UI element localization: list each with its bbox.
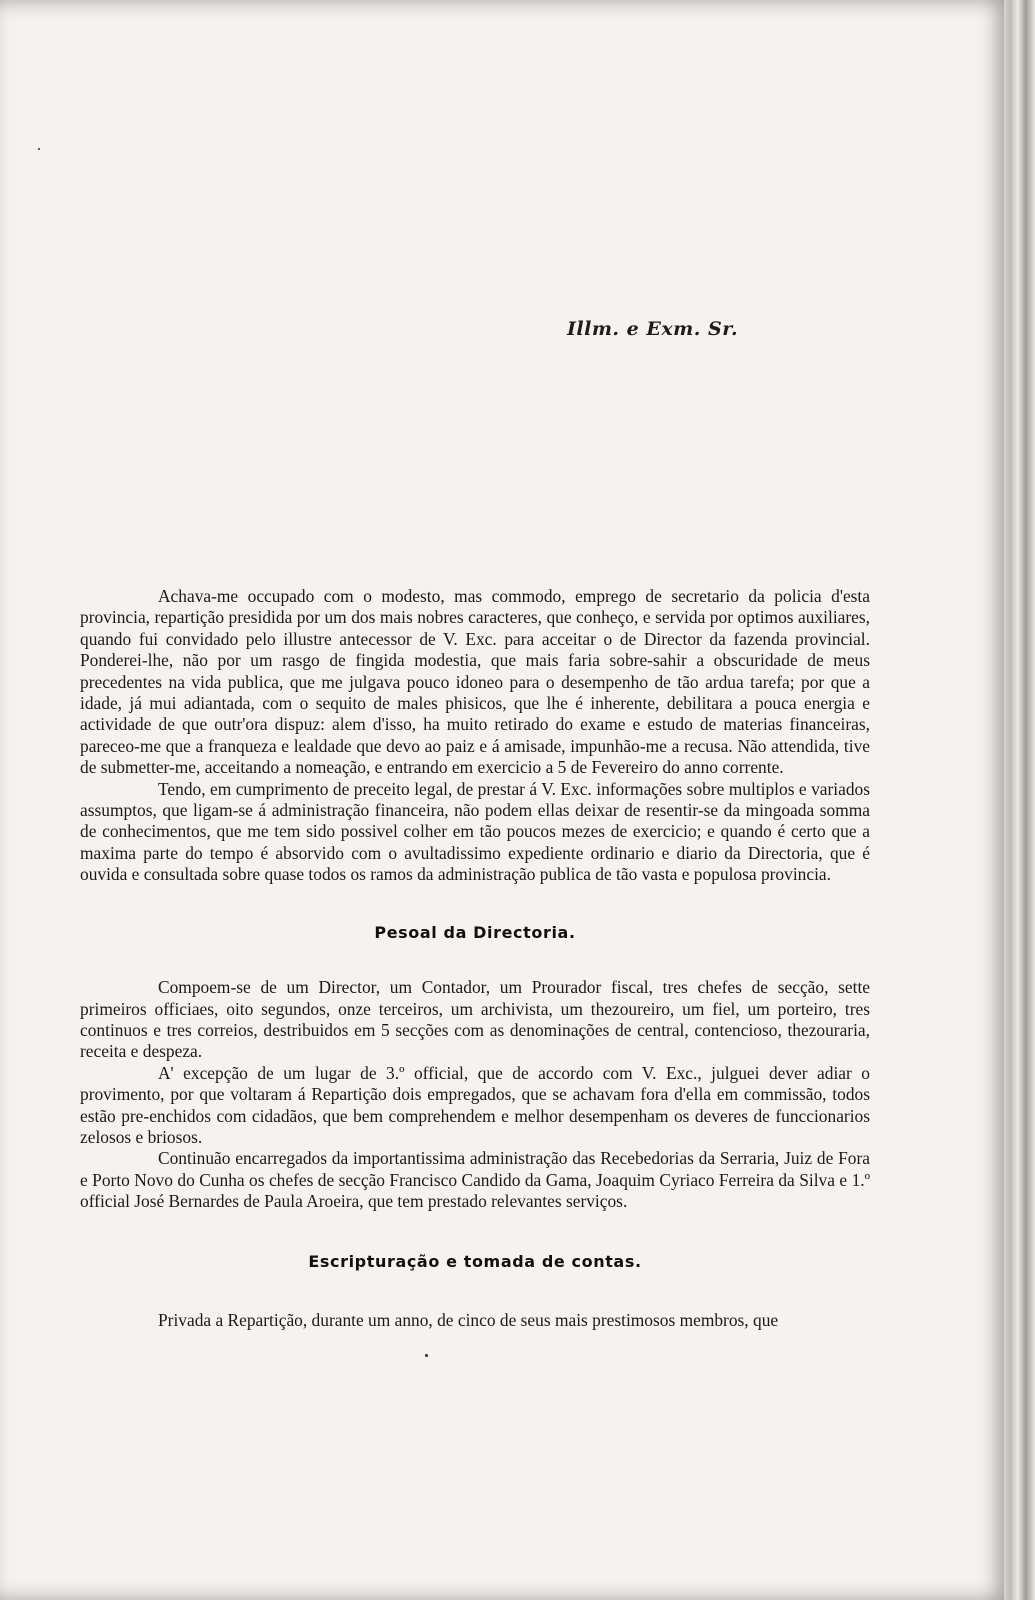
- paragraph-pessoal-1: Compoem-se de um Director, um Contador, um Prourador fiscal, tres chefes de secção, sette primeiros officiaes, oito segundos, onze terceiros, um archivista, um thezoureiro, um fiel, um porteiro, tres continuos e tres correios, destribuidos em 5 secções com as denominações de central, contencioso, thezouraria, receita e despeza.: [80, 977, 870, 1062]
- section-heading-escripturacao: Escripturação e tomada de contas.: [308, 1251, 642, 1271]
- salutation: Illm. e Exm. Sr.: [567, 318, 739, 340]
- document-body: [80, 586, 870, 1331]
- paragraph-pessoal-2: A' excepção de um lugar de 3.º official, que de accordo com V. Exc., julguei dever adiar o provimento, por que voltaram á Repartição dois empregados, que se achavam fora d'ella em commissão, todos estão pre-enchidos com cidadãos, que bem comprehendem e melhor desempenham os deveres de funccionarios zelosos e briosos.: [80, 1062, 870, 1147]
- ink-speck: [38, 148, 40, 150]
- paragraph-escripturacao-1: Privada a Repartição, durante um anno, de cinco de seus mais prestimosos membros, que: [158, 1309, 779, 1330]
- section-heading-pessoal: Pesoal da Directoria.: [374, 922, 576, 942]
- paragraph-intro-2: Tendo, em cumprimento de preceito legal, de prestar á V. Exc. informações sobre multiplos e variados assumptos, que ligam-se á administração financeira, não podem ellas deixar de resentir-se da mingoada somma de conhecimentos, que me tem sido possivel colher em tão poucos mezes de exercicio; e quando é certo que a maxima parte do tempo é absorvido com o avultadissimo expediente ordinario e diario da Directoria, que é ouvida e consultada sobre quase todos os ramos da administração publica de tão vasta e populosa provincia.: [80, 778, 870, 885]
- book-page-edge: [1004, 0, 1035, 1600]
- ink-speck: [425, 1354, 428, 1357]
- paragraph-intro-1: Achava-me occupado com o modesto, mas commodo, emprego de secretario da policia d'esta provincia, repartição presidida por um dos mais nobres caracteres, que conheço, e servida por optimos auxiliares, quando fui convidado pelo illustre antecessor de V. Exc. para acceitar o de Director da fazenda provincial. Ponderei-lhe, não por um rasgo de fingida modestia, que mais faria sobre-sahir a obscuridade de meus precedentes na vida publica, que me julgava pouco idoneo para o desempenho de tão ardua tarefa; por que a idade, já mui adiantada, com o sequito de males phisicos, que lhe é inherente, debilitara a pouca energia e actividade de que outr'ora dispuz: alem d'isso, ha muito retirado do exame e estudo de materias financeiras, pareceo-me que a franqueza e lealdade que devo ao paiz e á amisade, impunhão-me a recusa. Não attendida, tive de submetter-me, acceitando a nomeação, e entrando em exercicio a 5 de Fevereiro do anno corrente.: [80, 586, 870, 778]
- paragraph-pessoal-3: Continuão encarregados da importantissima administração das Recebedorias da Serraria, Juiz de Fora e Porto Novo do Cunha os chefes de secção Francisco Candido da Gama, Joaquim Cyriaco Ferreira da Silva e 1.º official José Bernardes de Paula Aroeira, que tem prestado relevantes serviços.: [80, 1148, 870, 1212]
